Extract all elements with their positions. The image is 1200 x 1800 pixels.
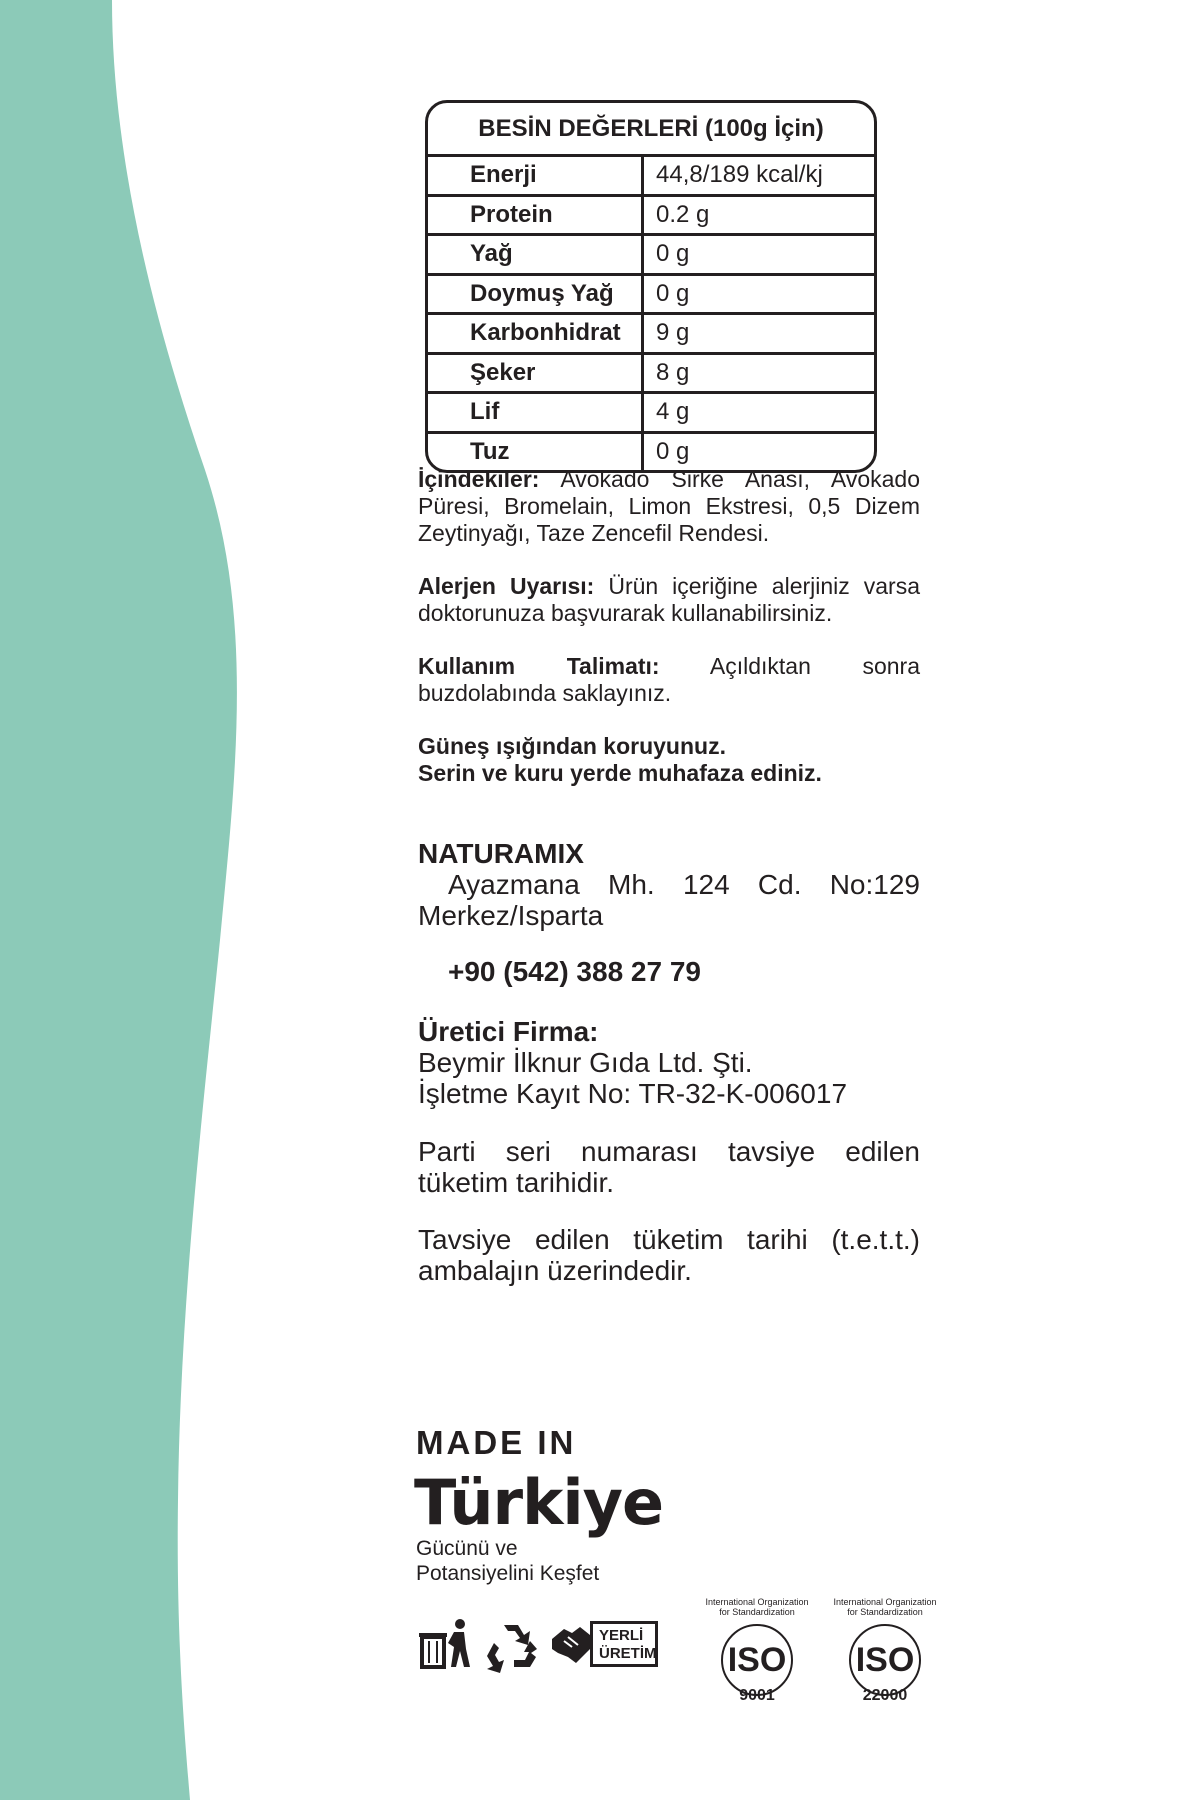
nutrient-name: Tuz xyxy=(428,434,644,471)
nutrient-name: Doymuş Yağ xyxy=(428,276,644,313)
nutrient-name: Lif xyxy=(428,394,644,431)
nutrient-value: 9 g xyxy=(656,319,690,346)
allergen-label: Alerjen Uyarısı: xyxy=(418,573,595,599)
local-line-2: ÜRETİM xyxy=(599,1645,657,1662)
storage-warning: Serin ve kuru yerde muhafaza ediniz. xyxy=(418,760,822,786)
nutrient-name: Karbonhidrat xyxy=(428,315,644,352)
nutrition-row xyxy=(428,394,874,434)
ingredients xyxy=(418,466,920,547)
ingredients-label: İçindekiler: xyxy=(418,466,540,492)
allergen-text: Ürün içeriğine alerjiniz varsa doktorunuza başvurarak kullanabilirsiniz. xyxy=(418,573,920,626)
allergen-warning xyxy=(418,573,920,627)
nutrition-table xyxy=(425,100,877,473)
nutrition-row xyxy=(428,355,874,395)
iso-22000-ring-text: International Organization for Standardization xyxy=(833,1597,937,1617)
producer-label: Üretici Firma: xyxy=(418,1016,599,1047)
nutrition-row xyxy=(428,434,874,471)
nutrient-name: Şeker xyxy=(428,355,644,392)
nutrition-row xyxy=(428,315,874,355)
local-production-badge xyxy=(590,1621,658,1667)
nutrient-value: 0.2 g xyxy=(656,200,710,228)
nutrition-row xyxy=(428,197,874,237)
sun-warning: Güneş ışığından koruyunuz. xyxy=(418,733,726,759)
handshake-icon xyxy=(550,1619,592,1671)
producer-registration: İşletme Kayıt No: TR-32-K-006017 xyxy=(418,1078,848,1109)
local-line-1: YERLİ xyxy=(599,1627,644,1644)
iso-9001-number: 9001 xyxy=(739,1687,775,1704)
ingredients-text: Avokado Sirke Anası, Avokado Püresi, Bromelain, Limon Ekstresi, 0,5 Dizem Zeytinyağı, Taze Zencefil Rendesi. xyxy=(418,466,920,546)
usage-instructions xyxy=(418,653,920,707)
turkiye-logo: Türkiye xyxy=(414,1466,664,1539)
company-address: Ayazmana Mh. 124 Cd. No:129 Merkez/Isparta xyxy=(418,869,920,931)
storage-warnings xyxy=(418,733,920,787)
expiry-note: Tavsiye edilen tüketim tarihi (t.e.t.t.) ambalajın üzerindedir. xyxy=(418,1224,920,1286)
usage-text: Açıldıktan sonra buzdolabında saklayınız. xyxy=(418,653,920,706)
slogan-line-1: Gücünü ve xyxy=(416,1537,518,1560)
company-phone: +90 (542) 388 27 79 xyxy=(448,956,701,987)
iso-22000-number: 22000 xyxy=(862,1687,908,1704)
certification-icons xyxy=(418,1597,958,1715)
iso-9001-ring-text: International Organization for Standardization xyxy=(705,1597,809,1617)
nutrient-value: 0 g xyxy=(656,279,690,307)
producer-name: Beymir İlknur Gıda Ltd. Şti. xyxy=(418,1047,753,1078)
slogan-line-2: Potansiyelini Keşfet xyxy=(416,1562,600,1585)
dispose-in-bin-icon xyxy=(418,1617,474,1673)
nutrient-value: 44,8/189 kcal/kj xyxy=(656,161,823,188)
nutrient-name: Protein xyxy=(428,197,644,234)
nutrient-value: 4 g xyxy=(656,398,690,425)
company-name: NATURAMIX xyxy=(418,838,584,869)
producer-block xyxy=(418,1016,920,1109)
nutrient-name: Enerji xyxy=(428,157,644,194)
nutrient-value: 0 g xyxy=(656,437,690,465)
nutrient-value: 0 g xyxy=(656,240,690,267)
nutrient-value: 8 g xyxy=(656,358,690,386)
nutrition-row xyxy=(428,276,874,316)
iso-9001-label: ISO xyxy=(727,1641,787,1679)
nutrition-row xyxy=(428,157,874,197)
recycle-icon xyxy=(484,1619,540,1673)
made-in-label: MADE IN xyxy=(416,1424,577,1461)
nutrient-name: Yağ xyxy=(428,236,644,273)
batch-note: Parti seri numarası tavsiye edilen tüketim tarihidir. xyxy=(418,1136,920,1198)
company-block xyxy=(418,838,920,931)
made-in-slogan xyxy=(416,1536,599,1586)
iso-22000-label: ISO xyxy=(855,1641,915,1679)
usage-label: Kullanım Talimatı: xyxy=(418,653,660,679)
nutrition-title: BESİN DEĞERLERİ (100g İçin) xyxy=(428,103,874,157)
nutrition-row xyxy=(428,236,874,276)
